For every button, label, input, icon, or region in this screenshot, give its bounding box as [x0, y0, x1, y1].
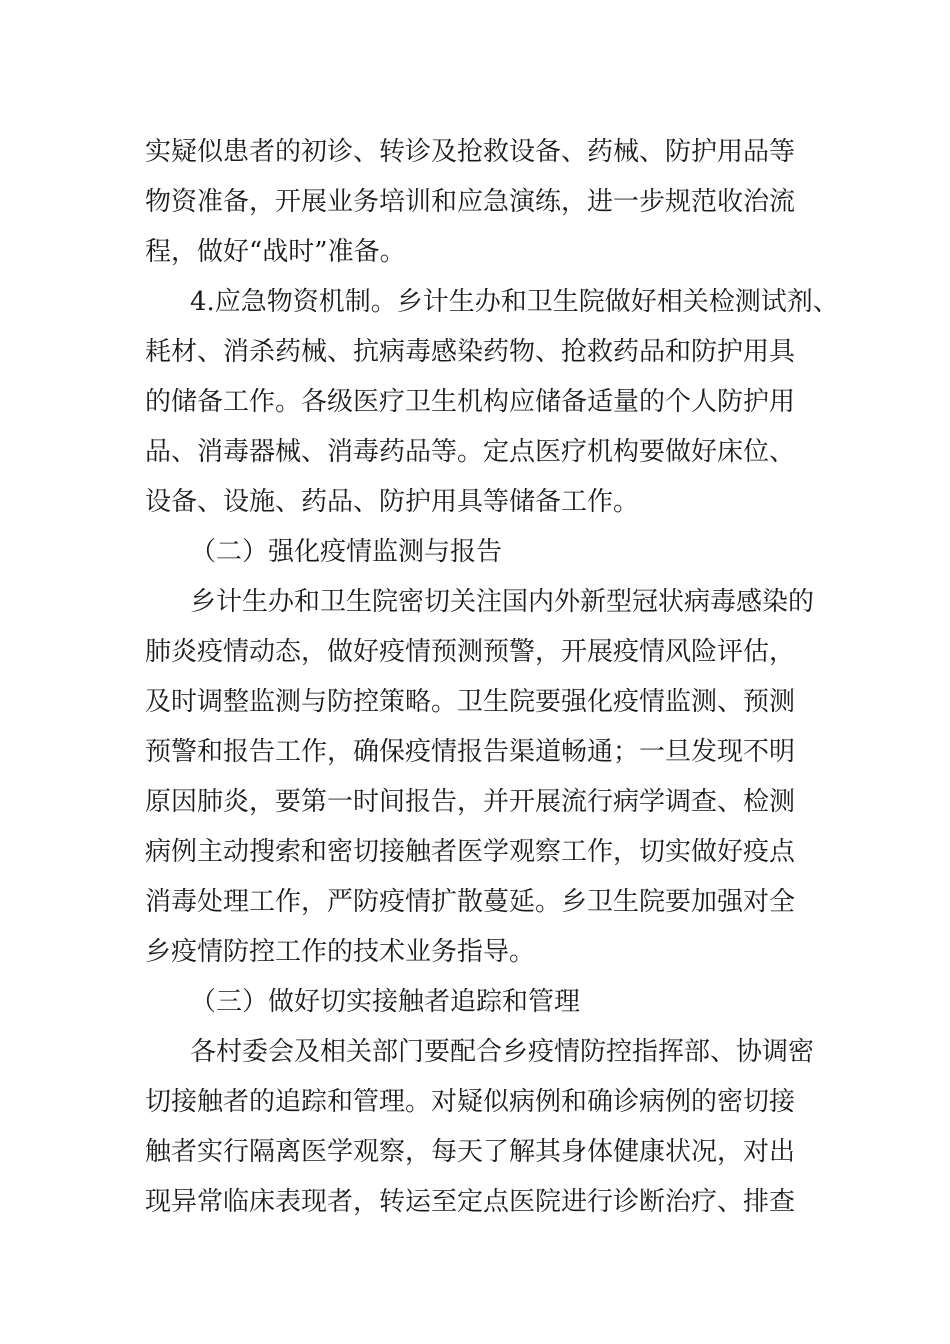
text-line: 4.应急物资机制。乡计生办和卫生院做好相关检测试剂、 — [190, 287, 839, 317]
text-line: 现异常临床表现者，转运至定点医院进行诊断治疗、排查 — [145, 1187, 796, 1217]
text-line: 的储备工作。各级医疗卫生机构应储备适量的个人防护用 — [145, 387, 796, 417]
text-line: 预警和报告工作，确保疫情报告渠道畅通；一旦发现不明 — [145, 737, 796, 767]
text-line: 消毒处理工作，严防疫情扩散蔓延。乡卫生院要加强对全 — [145, 887, 796, 917]
text-line: 设备、设施、药品、防护用具等储备工作。 — [145, 487, 640, 517]
text-line: 及时调整监测与防控策略。卫生院要强化疫情监测、预测 — [145, 687, 796, 717]
text-line: 实疑似患者的初诊、转诊及抢救设备、药械、防护用品等 — [145, 137, 796, 167]
section-heading: （二）强化疫情监测与报告 — [190, 537, 503, 567]
section-heading: （三）做好切实接触者追踪和管理 — [190, 987, 581, 1017]
text-line: 品、消毒器械、消毒药品等。定点医疗机构要做好床位、 — [145, 437, 796, 467]
text-line: 乡疫情防控工作的技术业务指导。 — [145, 937, 536, 967]
text-line: 物资准备，开展业务培训和应急演练，进一步规范收治流 — [145, 187, 796, 217]
text-line: 触者实行隔离医学观察，每天了解其身体健康状况，对出 — [145, 1137, 796, 1167]
text-line: 耗材、消杀药械、抗病毒感染药物、抢救药品和防护用具 — [145, 337, 796, 367]
text-line: 切接触者的追踪和管理。对疑似病例和确诊病例的密切接 — [145, 1087, 796, 1117]
text-line: 乡计生办和卫生院密切关注国内外新型冠状病毒感染的 — [190, 587, 815, 617]
text-line: 程，做好“战时”准备。 — [145, 237, 406, 267]
text-line: 各村委会及相关部门要配合乡疫情防控指挥部、协调密 — [190, 1037, 815, 1067]
text-line: 病例主动搜索和密切接触者医学观察工作，切实做好疫点 — [145, 837, 796, 867]
text-line: 原因肺炎，要第一时间报告，并开展流行病学调查、检测 — [145, 787, 796, 817]
text-line: 肺炎疫情动态，做好疫情预测预警，开展疫情风险评估， — [145, 637, 796, 667]
